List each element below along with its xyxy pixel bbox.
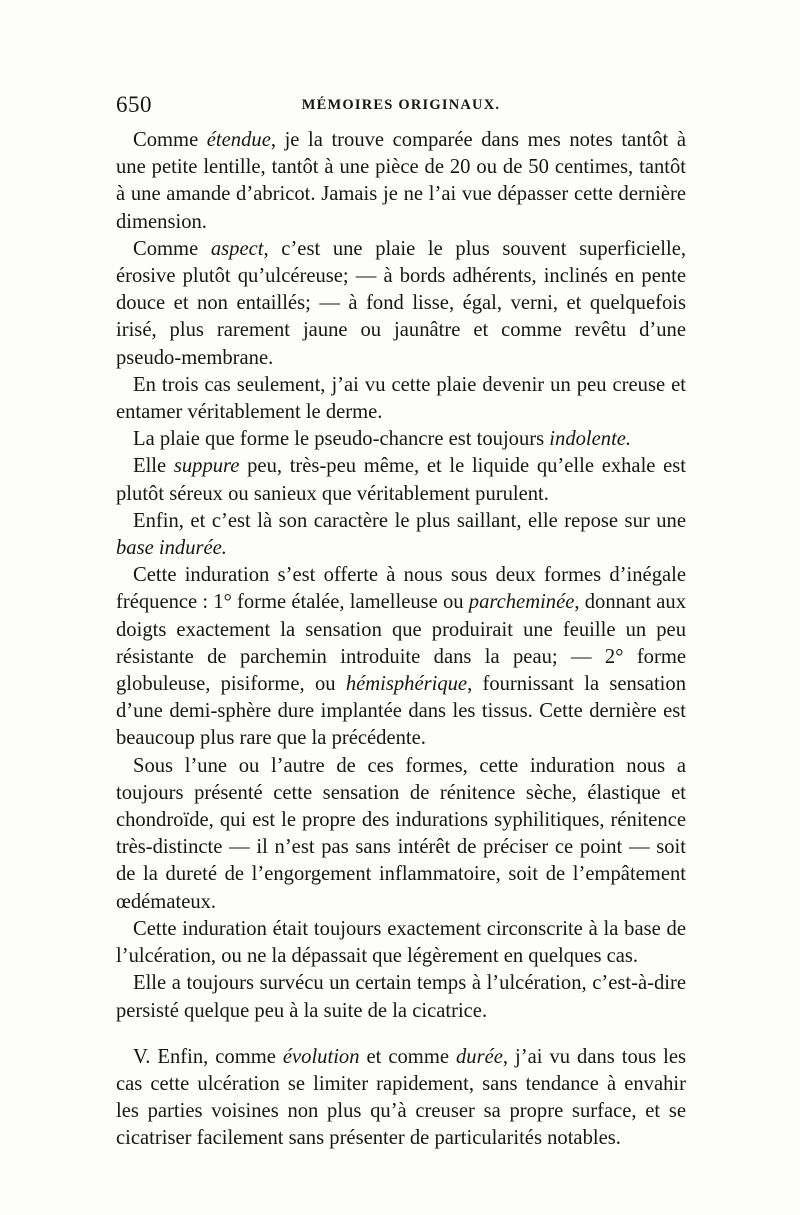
paragraph [116,508,686,562]
text-run: Sous l’une ou l’autre de ces formes, cette induration nous a toujours présenté cette sensation de rénitence sèche, élastique et chondroïde, qui est le propre des indurations syphilitiques, rénitence très-distincte — il n’est pas sans intérêt de préciser ce point — soit de la dureté de l’engorgement inflammatoire, soit de l’empâtement œdémateux. [116,754,686,913]
paragraph [116,127,686,236]
body-text [116,127,686,1153]
text-run: Elle a toujours survécu un certain temps à l’ulcération, c’est-à-dire persisté quelque peu à la suite de la cicatrice. [116,972,686,1022]
text-run: Elle [133,455,174,478]
italic-term: aspect [210,237,264,260]
text-run: Comme [133,237,211,260]
text-run: et comme [359,1045,456,1068]
italic-term: base indurée. [116,537,227,560]
italic-term: étendue [206,129,271,151]
paragraph [116,236,686,372]
italic-term: indolente. [549,428,632,451]
italic-term: hémisphérique [345,673,468,696]
text-run: Comme [133,129,207,151]
text-run: Enfin, et c’est là son caractère le plus saillant, elle repose sur une [133,509,686,532]
text-run: , je la trouve comparée dans mes notes tantôt à une petite lentille, tantôt à une pièce de 20 ou de 50 centimes, tantôt à une amande d’abricot. Jamais je ne l’ai vue dépasser cette dernière dimension. [116,129,686,233]
text-run: En trois cas seulement, j’ai vu cette plaie devenir un peu creuse et entamer véritablement le derme. [116,373,686,424]
italic-term: durée [455,1045,503,1068]
text-run: Cette induration était toujours exactement circonscrite à la base de l’ulcération, ou ne la dépassait que légèrement en quelques cas. [116,917,686,968]
paragraph [116,1044,686,1153]
paragraph [116,916,686,970]
text-run: V. Enfin, comme [133,1045,283,1068]
italic-term: suppure [173,455,240,478]
paragraph [116,562,686,752]
text-run: , j’ai vu dans tous les cas cette ulcération se limiter rapidement, sans tendance à envahir les parties voisines non plus qu’à creuser sa propre surface, et se cicatriser facilement sans présenter de particularités notables. [116,1045,686,1150]
page-header [116,92,686,122]
text-run: , fournissant la sensation d’une demi-sphère dure implantée dans les tissus. Cette dernière est beaucoup plus rare que la précédente. [116,673,686,750]
paragraph [116,372,686,426]
text-run: peu, très-peu même, et le liquide qu’elle exhale est plutôt séreux ou sanieux que véritablement purulent. [116,455,686,505]
paragraph [116,970,686,1024]
text-run: Cette induration s’est offerte à nous sous deux formes d’inégale fréquence : 1° forme étalée, lamelleuse ou [116,564,686,614]
italic-term: parcheminée [468,591,575,614]
text-run: , c’est une plaie le plus souvent superficielle, érosive plutôt qu’ulcéreuse; — à bords adhérents, inclinés en pente douce et non entaillés; — à fond lisse, égal, verni, et quelquefois irisé, plus rarement jaune ou jaunâtre et comme revêtu d’une pseudo-membrane. [116,237,687,369]
paragraph [116,753,686,916]
text-run: , donnant aux doigts exactement la sensation que produirait une feuille un peu résistante de parchemin introduite dans la peau; — 2° forme globuleuse, pisiforme, ou [116,591,686,696]
italic-term: évolution [282,1045,360,1068]
paragraph [116,426,686,453]
running-title: MÉMOIRES ORIGINAUX. [301,97,501,113]
page-number: 650 [116,92,152,117]
text-run: La plaie que forme le pseudo-chancre est toujours [133,428,550,451]
paragraph [116,453,686,507]
